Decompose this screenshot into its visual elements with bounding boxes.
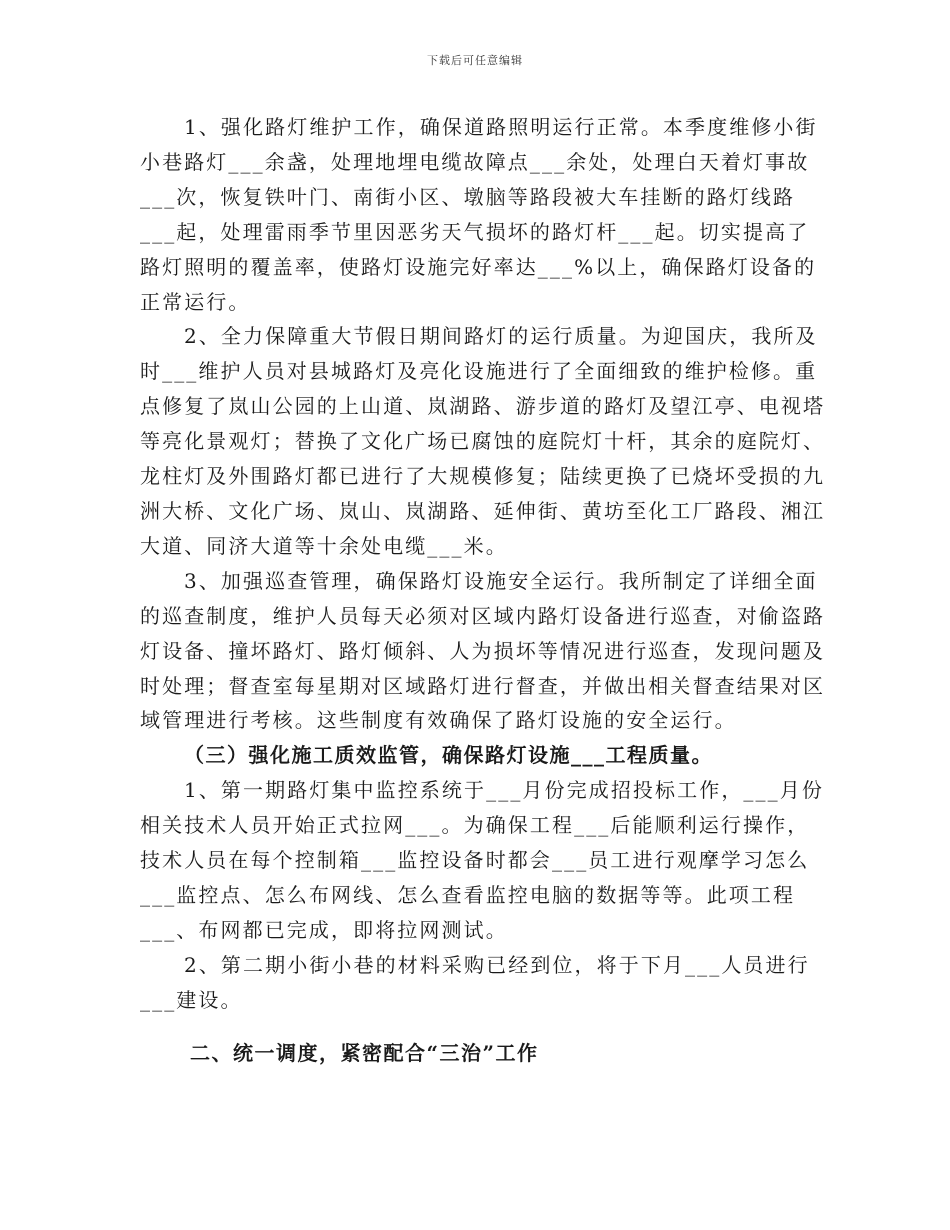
paragraph-monitoring-phase-one: 1、第一期路灯集中监控系统于___月份完成招投标工作，___月份相关技术人员开始正式拉网___。为确保工程___后能顺利运行操作，技术人员在每个控制箱___监控设备时都会___员工进行观摩学习怎么___监控点、怎么布网线、怎么查看监控电脑的数据等等。此项工程___、布网都已完成，即将拉网测试。	[140, 778, 824, 942]
section-heading-construction-quality: （三）强化施工质效监管，确保路灯设施___工程质量。	[184, 743, 713, 768]
main-heading-coordination: 二、统一调度，紧密配合“三治”工作	[190, 1040, 539, 1065]
paragraph-phase-two: 2、第二期小街小巷的材料采购已经到位，将于下月___人员进行___建设。	[140, 952, 810, 1012]
paragraph-inspection-management: 3、加强巡查管理，确保路灯设施安全运行。我所制定了详细全面的巡查制度，维护人员每天必须对区域内路灯设备进行巡查，对偷盗路灯设备、撞坏路灯、路灯倾斜、人为损坏等情况进行巡查，发现问题及时处理；督查室每星期对区域路灯进行督查，并做出相关督查结果对区域管理进行考核。这些制度有效确保了路灯设施的安全运行。	[140, 568, 826, 733]
paragraph-streetlight-maintenance: 1、强化路灯维护工作，确保道路照明运行正常。本季度维修小街小巷路灯___余盏，处理地埋电缆故障点___余处，处理白天着灯事故___次，恢复铁叶门、南街小区、墩脑等路段被大车挂断的路灯线路___起，处理雷雨季节里因恶劣天气损坏的路灯杆___起。切实提高了路灯照明的覆盖率，使路灯设施完好率达___%以上，确保路灯设备的正常运行。	[140, 115, 818, 314]
page-header: 下载后可任意编辑	[427, 54, 523, 67]
paragraph-holiday-operation: 2、全力保障重大节假日期间路灯的运行质量。为迎国庆，我所及时___维护人员对县城路灯及亮化设施进行了全面细致的维护检修。重点修复了岚山公园的上山道、岚湖路、游步道的路灯及望江亭、电视塔等亮化景观灯；替换了文化广场已腐蚀的庭院灯十杆，其余的庭院灯、龙柱灯及外围路灯都已进行了大规模修复；陆续更换了已烧坏受损的九洲大桥、文化广场、岚山、岚湖路、延伸街、黄坊至化工厂路段、湘江大道、同济大道等十余处电缆___米。	[140, 324, 826, 558]
document-body	[140, 110, 830, 1070]
